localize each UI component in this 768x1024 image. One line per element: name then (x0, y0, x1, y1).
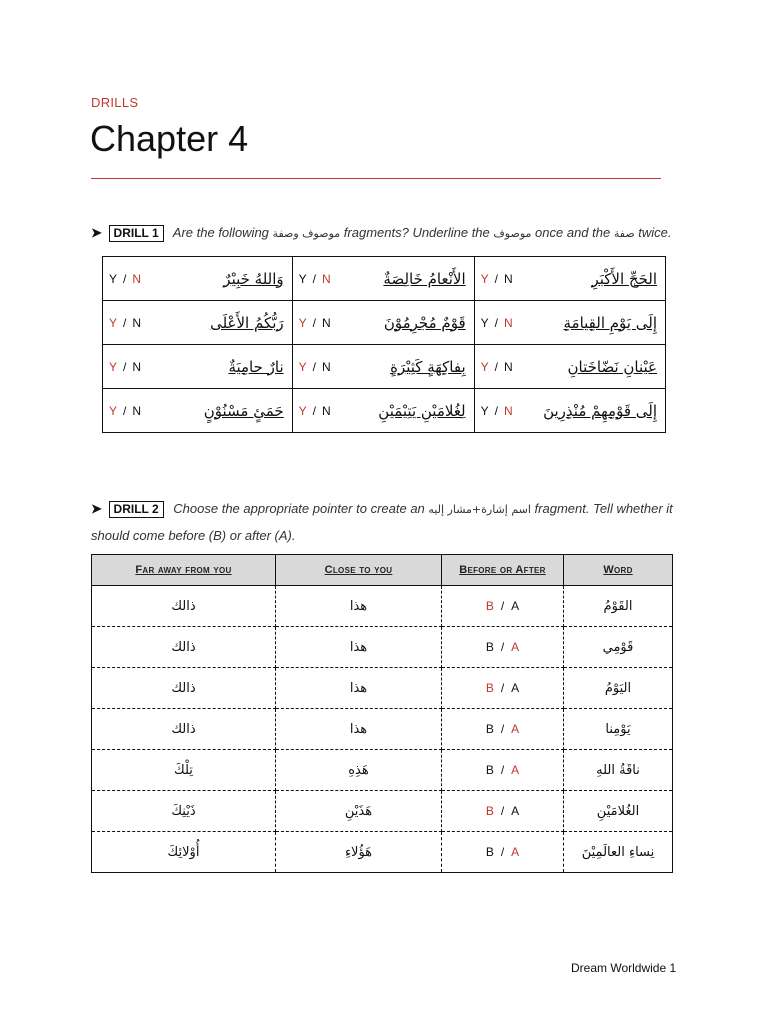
drill1-arabic-2: موصوف (493, 227, 532, 240)
drill1-arabic-1: موصوف وصفة (272, 227, 341, 240)
arrow-bullet-icon: ➤ (91, 501, 102, 516)
arabic-phrase: نارٌ حامِيَةٌ (228, 357, 284, 376)
drill2-label: DRILL 2 (109, 501, 164, 518)
arrow-bullet-icon: ➤ (91, 225, 102, 240)
separator: / (500, 721, 505, 736)
drill2-header-row (92, 555, 673, 586)
separator: / (500, 803, 505, 818)
far-pointer-cell: أُوْلائِكَ (92, 832, 276, 873)
section-label: DRILLS (91, 95, 139, 110)
close-pointer-cell: هذا (276, 627, 442, 668)
before-after-cell (442, 668, 564, 709)
arabic-phrase: إِلَى يَوْمِ القِيامَةِ (563, 313, 657, 332)
yes-no-choice[interactable] (109, 272, 141, 286)
far-pointer-cell: ذالك (92, 668, 276, 709)
before-after-cell (442, 750, 564, 791)
close-pointer-cell: هَؤُلاءِ (276, 832, 442, 873)
arabic-phrase: بِفاكِهَةٍ كَثِيْرَةٍ (390, 357, 466, 376)
drill2-table (91, 554, 673, 873)
close-pointer-cell: هذا (276, 586, 442, 627)
drill1-text-1: Are the following (172, 225, 269, 240)
separator: / (494, 271, 498, 286)
table-row (103, 389, 666, 433)
separator: / (500, 762, 505, 777)
drill1-cell (292, 257, 474, 301)
drill1-text-3: once and the (535, 225, 611, 240)
table-row (92, 668, 673, 709)
word-cell: الغُلامَيْنِ (564, 791, 673, 832)
yes-no-choice[interactable] (299, 360, 331, 374)
before-after-cell (442, 627, 564, 668)
yes-no-choice[interactable] (109, 316, 141, 330)
yes-option[interactable]: Y (109, 315, 118, 330)
table-row (92, 750, 673, 791)
after-option[interactable]: A (511, 803, 520, 818)
yes-option[interactable]: Y (298, 359, 307, 374)
no-option[interactable]: N (504, 403, 513, 418)
no-option[interactable]: N (322, 403, 331, 418)
before-after-cell (442, 832, 564, 873)
after-option[interactable]: A (511, 762, 520, 777)
before-option[interactable]: B (485, 803, 494, 818)
yes-no-choice[interactable] (299, 404, 331, 418)
before-option[interactable]: B (485, 762, 494, 777)
separator: / (123, 315, 127, 330)
col-header-far: Far away from you (92, 555, 276, 586)
table-row (92, 791, 673, 832)
no-option[interactable]: N (132, 271, 142, 286)
separator: / (312, 315, 317, 330)
separator: / (312, 271, 317, 286)
separator: / (312, 403, 317, 418)
table-row (103, 345, 666, 389)
before-after-cell (442, 586, 564, 627)
arabic-phrase: الحَجِّ الأَكْبَرِ (591, 269, 657, 288)
drill2-instruction (91, 496, 691, 549)
far-pointer-cell: ذالك (92, 586, 276, 627)
before-option[interactable]: B (485, 639, 494, 654)
drill2-text-1: Choose the appropriate pointer to create an (173, 501, 425, 516)
yes-no-choice[interactable] (481, 272, 513, 286)
drill1-cell (103, 389, 293, 433)
word-cell: ناقَةُ اللهِ (564, 750, 673, 791)
separator: / (123, 271, 127, 286)
drill1-cell (103, 345, 293, 389)
no-option[interactable]: N (504, 271, 513, 286)
after-option[interactable]: A (511, 721, 520, 736)
drill1-arabic-3: صفة (613, 227, 635, 240)
no-option[interactable]: N (322, 359, 331, 374)
yes-option[interactable]: Y (298, 403, 307, 418)
yes-option[interactable]: Y (109, 271, 118, 286)
before-option[interactable]: B (485, 598, 494, 613)
close-pointer-cell: هَذَيْنِ (276, 791, 442, 832)
yes-option[interactable]: Y (298, 271, 307, 286)
arabic-phrase: قَوْمٌ مُجْرِمُوْنَ (383, 313, 466, 332)
yes-no-choice[interactable] (299, 272, 331, 286)
yes-no-choice[interactable] (481, 360, 513, 374)
before-after-cell (442, 791, 564, 832)
word-cell: نِساءِ العالَمِيْنَ (564, 832, 673, 873)
table-row (92, 709, 673, 750)
separator: / (312, 359, 317, 374)
yes-option[interactable]: Y (109, 403, 118, 418)
close-pointer-cell: هذا (276, 709, 442, 750)
arabic-phrase: إِلَى قَوْمِهِمْ مُنْذِرِينَ (543, 401, 657, 420)
drill1-cell (292, 345, 474, 389)
title-divider (91, 178, 661, 179)
separator: / (494, 403, 498, 418)
separator: / (494, 359, 498, 374)
yes-no-choice[interactable] (109, 404, 141, 418)
word-cell: اليَوْمُ (564, 668, 673, 709)
yes-no-choice[interactable] (299, 316, 331, 330)
arabic-phrase: عَيْنانِ نَضّاخَتانِ (567, 357, 657, 376)
yes-no-choice[interactable] (481, 316, 513, 330)
drill1-text-2: fragments? Underline the (343, 225, 490, 240)
arabic-phrase: الأَنْعامُ خَالِصَةٌ (383, 269, 466, 288)
yes-option[interactable]: Y (480, 271, 489, 286)
drill1-cell (292, 301, 474, 345)
drill1-cell (103, 301, 293, 345)
word-cell: القَوْمُ (564, 586, 673, 627)
far-pointer-cell: ذالك (92, 627, 276, 668)
far-pointer-cell: ذَيْنِكَ (92, 791, 276, 832)
drill1-cell (474, 345, 665, 389)
separator: / (494, 315, 498, 330)
yes-option[interactable]: Y (109, 359, 118, 374)
separator: / (500, 598, 505, 613)
yes-option[interactable]: Y (298, 315, 307, 330)
yes-no-choice[interactable] (109, 360, 141, 374)
separator: / (123, 359, 127, 374)
table-row (92, 586, 673, 627)
page-title: Chapter 4 (90, 118, 249, 159)
drill1-cell (474, 389, 665, 433)
word-cell: يَوْمِنا (564, 709, 673, 750)
after-option[interactable]: A (511, 680, 520, 695)
drill1-instruction (91, 225, 672, 242)
after-option[interactable]: A (511, 639, 520, 654)
drill1-label: DRILL 1 (109, 225, 164, 242)
drill2-text-2: fragment. Tell whether it should come before (B) or after (A). (91, 501, 673, 543)
drill1-cell (292, 389, 474, 433)
word-cell: قَوْمِي (564, 627, 673, 668)
table-row (103, 301, 666, 345)
arabic-phrase: حَمَئٍ مَسْنُوْنٍ (203, 401, 284, 420)
col-header-word: Word (564, 555, 673, 586)
table-row (92, 832, 673, 873)
no-option[interactable]: N (132, 315, 142, 330)
after-option[interactable]: A (511, 598, 520, 613)
no-option[interactable]: N (504, 359, 513, 374)
drill1-text-4: twice. (638, 225, 672, 240)
col-header-close: Close to you (276, 555, 442, 586)
separator: / (500, 844, 505, 859)
close-pointer-cell: هَذِهِ (276, 750, 442, 791)
arabic-phrase: وَاللهُ خَبِيْرٌ (223, 269, 284, 288)
table-row (92, 627, 673, 668)
after-option[interactable]: A (511, 844, 520, 859)
separator: / (123, 403, 127, 418)
yes-option[interactable]: Y (480, 315, 489, 330)
far-pointer-cell: تِلْكَ (92, 750, 276, 791)
arabic-phrase: لِغُلامَيْنِ يَتِيْمَيْنِ (378, 401, 466, 420)
drill1-cell (103, 257, 293, 301)
separator: / (500, 680, 505, 695)
before-option[interactable]: B (485, 844, 494, 859)
close-pointer-cell: هذا (276, 668, 442, 709)
no-option[interactable]: N (322, 271, 331, 286)
col-header-before-after: Before or After (442, 555, 564, 586)
before-after-cell (442, 709, 564, 750)
no-option[interactable]: N (504, 315, 513, 330)
before-option[interactable]: B (485, 680, 494, 695)
yes-no-choice[interactable] (481, 404, 513, 418)
yes-option[interactable]: Y (480, 359, 489, 374)
drill2-arabic: اسم إشارة+مشار إليه (428, 503, 531, 516)
drill1-cell (474, 301, 665, 345)
yes-option[interactable]: Y (480, 403, 489, 418)
page-footer: Dream Worldwide 1 (571, 961, 677, 975)
no-option[interactable]: N (132, 359, 142, 374)
arabic-phrase: رَبُّكُمُ الأَعْلَى (210, 313, 284, 332)
far-pointer-cell: ذالك (92, 709, 276, 750)
drill1-cell (474, 257, 665, 301)
before-option[interactable]: B (485, 721, 494, 736)
drill1-table (102, 256, 666, 433)
table-row (103, 257, 666, 301)
separator: / (500, 639, 505, 654)
no-option[interactable]: N (132, 403, 142, 418)
no-option[interactable]: N (322, 315, 331, 330)
